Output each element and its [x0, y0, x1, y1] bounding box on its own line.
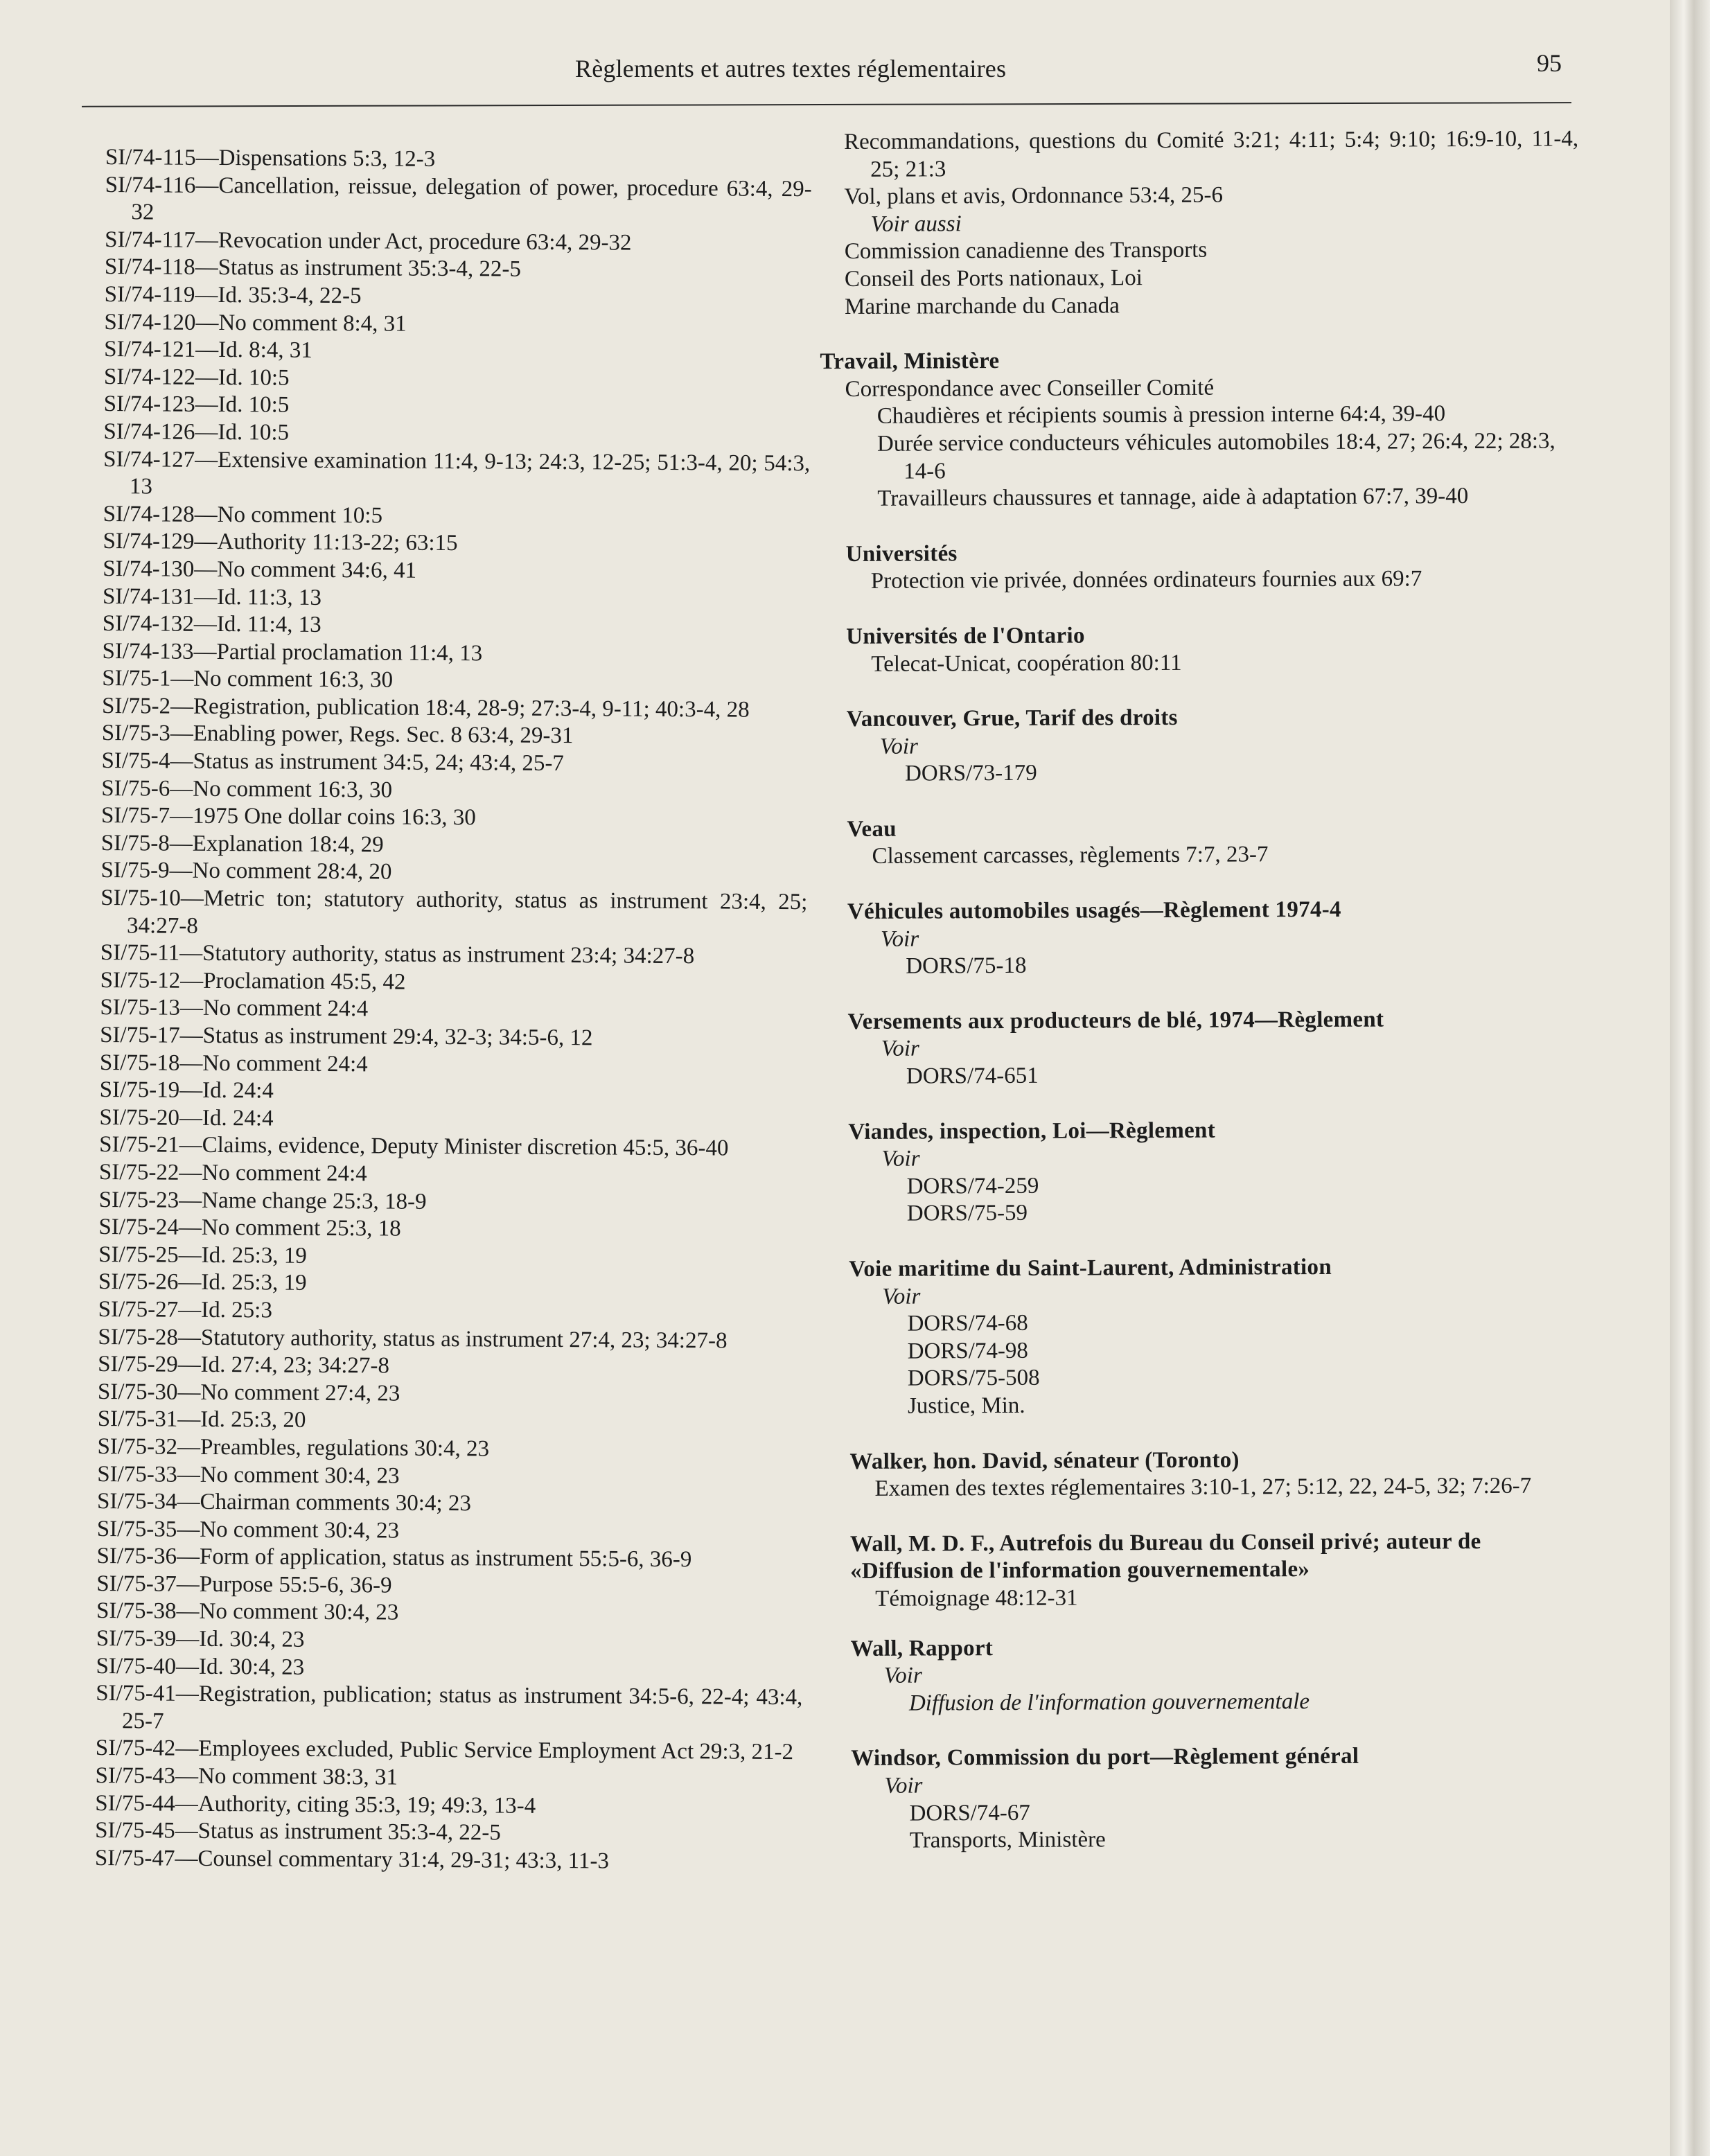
index-entry: SI/74-133—Partial proclamation 11:4, 13	[102, 638, 483, 666]
index-entry: SI/75-6—No comment 16:3, 30	[101, 775, 393, 803]
index-entry: SI/74-119—Id. 35:3-4, 22-5	[104, 281, 362, 309]
sub-entry: Travailleurs chaussures et tannage, aide à adaptation 67:7, 39-40	[877, 484, 1469, 511]
index-entry: SI/75-7—1975 One dollar coins 16:3, 30	[100, 803, 476, 831]
index-entry: SI/74-130—No comment 34:6, 41	[103, 556, 417, 583]
index-entry: SI/74-122—Id. 10:5	[103, 364, 290, 391]
index-entry: SI/75-34—Chairman comments 30:4; 23	[96, 1489, 471, 1517]
index-entry: SI/75-33—No comment 30:4, 23	[97, 1461, 400, 1489]
index-entry: SI/75-17—Status as instrument 29:4, 32-3; 34:5-6, 12	[100, 1022, 593, 1051]
index-entry: SI/75-21—Claims, evidence, Deputy Minister discretion 45:5, 36-40	[99, 1132, 729, 1161]
index-entry: SI/75-35—No comment 30:4, 23	[96, 1516, 400, 1544]
index-entry: SI/74-123—Id. 10:5	[103, 391, 290, 418]
running-header-title: Règlements et autres textes réglementaires	[575, 55, 1007, 82]
sub-entry: Examen des textes réglementaires 3:10-1, 27; 5:12, 22, 24-5, 32; 7:26-7	[874, 1473, 1532, 1501]
heading-title: Veau	[847, 816, 897, 842]
index-entry: SI/75-30—No comment 27:4, 23	[97, 1379, 400, 1406]
heading-universites	[846, 538, 1580, 596]
heading-title: Véhicules automobiles usagés—Règlement 1974-4	[847, 896, 1341, 925]
heading-travail	[820, 346, 1580, 513]
heading-universites-ontario	[846, 620, 1580, 678]
voir-label: Voir	[884, 1773, 923, 1799]
cross-reference: DORS/74-259	[906, 1173, 1039, 1199]
heading-viandes	[848, 1115, 1583, 1228]
index-entry: SI/74-118—Status as instrument 35:3-4, 22-5	[104, 254, 522, 283]
heading-vancouver	[847, 703, 1582, 788]
index-entry: SI/75-22—No comment 24:4	[98, 1159, 367, 1187]
cross-reference: DORS/74-68	[907, 1311, 1028, 1336]
heading-wall-md	[850, 1528, 1585, 1613]
index-entry: SI/75-4—Status as instrument 34:5, 24; 43:4, 25-7	[101, 748, 564, 777]
voir-aussi-label: Voir aussi	[870, 211, 962, 237]
index-entry: Recommandations, questions du Comité 3:21; 4:11; 5:4; 9:10; 16:9-10, 11-4, 25; 21:3	[844, 126, 1579, 182]
index-entry: SI/75-41—Registration, publication; status as instrument 34:5-6, 22-4; 43:4, 25-7	[96, 1681, 803, 1734]
cross-reference: DORS/74-651	[906, 1063, 1039, 1089]
heading-vehicules	[847, 895, 1583, 980]
index-entry: SI/74-120—No comment 8:4, 31	[104, 309, 407, 337]
index-entry: SI/75-32—Preambles, regulations 30:4, 23	[97, 1433, 490, 1462]
sub-entry: Classement carcasses, règlements 7:7, 23-7	[872, 842, 1269, 869]
index-entry: SI/75-20—Id. 24:4	[99, 1104, 274, 1131]
page-edge	[1670, 0, 1710, 2156]
index-entry: SI/74-129—Authority 11:13-22; 63:15	[103, 529, 458, 556]
left-column	[95, 144, 812, 1877]
index-entry: SI/74-116—Cancellation, reissue, delegation of power, procedure 63:4, 29-32	[105, 172, 812, 225]
index-entry: SI/74-121—Id. 8:4, 31	[104, 337, 312, 363]
cross-reference: DORS/75-18	[906, 953, 1027, 979]
voir-label: Voir	[879, 734, 918, 759]
index-entry: SI/75-18—No comment 24:4	[99, 1050, 368, 1077]
index-entry: SI/75-12—Proclamation 45:5, 42	[100, 967, 406, 995]
index-entry: SI/75-10—Metric ton; statutory authority, status as instrument 23:4, 25; 34:27-8	[100, 885, 808, 939]
index-entry: SI/75-42—Employees excluded, Public Service Employment Act 29:3, 21-2	[95, 1735, 794, 1765]
index-entry: SI/75-13—No comment 24:4	[100, 995, 369, 1022]
heading-title: Universités	[845, 541, 958, 567]
heading-voie-maritime	[849, 1253, 1584, 1420]
heading-title: Wall, M. D. F., Autrefois du Bureau du Conseil privé; auteur de «Diffusion de l'information gouvernementale»	[849, 1528, 1481, 1584]
heading-title: Viandes, inspection, Loi—Règlement	[848, 1117, 1216, 1145]
heading-versements	[848, 1005, 1583, 1090]
index-entry: SI/75-28—Statutory authority, status as instrument 27:4, 23; 34:27-8	[98, 1324, 728, 1354]
index-entry: SI/74-131—Id. 11:3, 13	[102, 583, 322, 610]
heading-title: Windsor, Commission du port—Règlement général	[851, 1744, 1359, 1771]
index-entry: SI/75-1—No comment 16:3, 30	[102, 666, 394, 693]
index-entry: SI/75-36—Form of application, status as instrument 55:5-6, 36-9	[96, 1544, 692, 1573]
index-entry: SI/74-126—Id. 10:5	[103, 418, 290, 445]
cross-reference: Conseil des Ports nationaux, Loi	[844, 265, 1143, 292]
index-entry: SI/75-23—Name change 25:3, 18-9	[98, 1187, 427, 1214]
heading-title: Wall, Rapport	[850, 1635, 994, 1661]
index-entry: SI/75-27—Id. 25:3	[98, 1296, 273, 1323]
index-entry: Vol, plans et avis, Ordonnance 53:4, 25-6	[844, 182, 1224, 210]
cross-reference: Commission canadienne des Transports	[844, 238, 1208, 265]
index-entry: SI/75-3—Enabling power, Regs. Sec. 8 63:4, 29-31	[101, 721, 574, 749]
sub-entry: Telecat-Unicat, coopération 80:11	[871, 650, 1182, 677]
index-entry: SI/75-31—Id. 25:3, 20	[97, 1406, 306, 1433]
index-entry: SI/75-29—Id. 27:4, 23; 34:27-8	[98, 1352, 390, 1379]
index-entry: SI/75-37—Purpose 55:5-6, 36-9	[96, 1571, 392, 1598]
index-entry: SI/74-115—Dispensations 5:3, 12-3	[105, 144, 436, 172]
sub-entry: Protection vie privée, données ordinateurs fournies aux 69:7	[870, 566, 1422, 594]
voir-label: Voir	[883, 1663, 922, 1688]
cross-reference: Marine marchande du Canada	[845, 292, 1120, 319]
index-entry: SI/75-19—Id. 24:4	[99, 1077, 274, 1104]
heading-title: Versements aux producteurs de blé, 1974—Règlement	[847, 1007, 1384, 1034]
sub-entry: Durée service conducteurs véhicules automobiles 18:4, 27; 26:4, 22; 28:3, 14-6	[876, 428, 1555, 484]
index-entry: SI/75-25—Id. 25:3, 19	[98, 1242, 307, 1269]
cross-reference: DORS/75-59	[906, 1201, 1028, 1227]
cross-reference: DORS/75-508	[907, 1366, 1040, 1391]
index-entry: SI/75-45—Status as instrument 35:3-4, 22-5	[95, 1818, 501, 1846]
cross-reference: DORS/73-179	[904, 761, 1037, 786]
sub-entry: Témoignage 48:12-31	[875, 1585, 1078, 1611]
cross-reference: Diffusion de l'information gouvernementale	[908, 1688, 1310, 1716]
index-entry: SI/75-38—No comment 30:4, 23	[96, 1598, 399, 1626]
index-entry: SI/75-40—Id. 30:4, 23	[96, 1653, 305, 1680]
index-entry: SI/75-8—Explanation 18:4, 29	[100, 830, 384, 858]
sub-entry: Chaudières et récipients soumis à pression interne 64:4, 39-40	[876, 401, 1446, 430]
heading-wall-rapport	[850, 1632, 1585, 1717]
heading-walker	[849, 1445, 1584, 1503]
voir-label: Voir	[882, 1284, 921, 1309]
index-entry: SI/75-43—No comment 38:3, 31	[95, 1762, 398, 1790]
cross-reference: DORS/74-98	[907, 1338, 1028, 1364]
page-number: 95	[1537, 49, 1562, 77]
index-entry: SI/75-44—Authority, citing 35:3, 19; 49:3, 13-4	[95, 1790, 536, 1819]
index-entry: SI/75-47—Counsel commentary 31:4, 29-31; 43:3, 11-3	[94, 1845, 610, 1874]
heading-title: Travail, Ministère	[820, 348, 1000, 375]
cross-reference: DORS/74-67	[909, 1800, 1030, 1826]
heading-title: Vancouver, Grue, Tarif des droits	[846, 705, 1178, 732]
right-column	[820, 125, 1586, 1882]
heading-title: Universités de l'Ontario	[846, 623, 1085, 649]
index-entry: SI/74-128—No comment 10:5	[103, 501, 383, 529]
index-entry: SI/75-39—Id. 30:4, 23	[96, 1626, 305, 1652]
continuation-group	[844, 125, 1579, 321]
voir-label: Voir	[881, 1146, 920, 1172]
cross-reference: Transports, Ministère	[909, 1827, 1106, 1853]
heading-title: Walker, hon. David, sénateur (Toronto)	[849, 1447, 1240, 1474]
index-entry: SI/75-26—Id. 25:3, 19	[98, 1269, 307, 1296]
subheading: Correspondance avec Conseiller Comité	[845, 375, 1215, 402]
index-entry: SI/75-2—Registration, publication 18:4, 28-9; 27:3-4, 9-11; 40:3-4, 28	[101, 693, 750, 723]
heading-windsor	[851, 1742, 1586, 1855]
index-entry: SI/74-132—Id. 11:4, 13	[102, 611, 321, 638]
index-entry: SI/74-127—Extensive examination 11:4, 9-13; 24:3, 12-25; 51:3-4, 20; 54:3, 13	[103, 446, 811, 500]
index-entry: SI/74-117—Revocation under Act, procedure 63:4, 29-32	[105, 227, 632, 256]
cross-reference: Justice, Min.	[907, 1393, 1025, 1419]
voir-label: Voir	[881, 926, 919, 952]
heading-veau	[847, 813, 1581, 871]
voir-label: Voir	[881, 1036, 919, 1062]
heading-title: Voie maritime du Saint-Laurent, Administration	[849, 1254, 1332, 1282]
header-rule	[82, 102, 1571, 107]
index-entry: SI/75-9—No comment 28:4, 20	[100, 858, 392, 885]
index-entry: SI/75-24—No comment 25:3, 18	[98, 1214, 401, 1242]
index-entry: SI/75-11—Statutory authority, status as instrument 23:4; 34:27-8	[100, 940, 695, 969]
